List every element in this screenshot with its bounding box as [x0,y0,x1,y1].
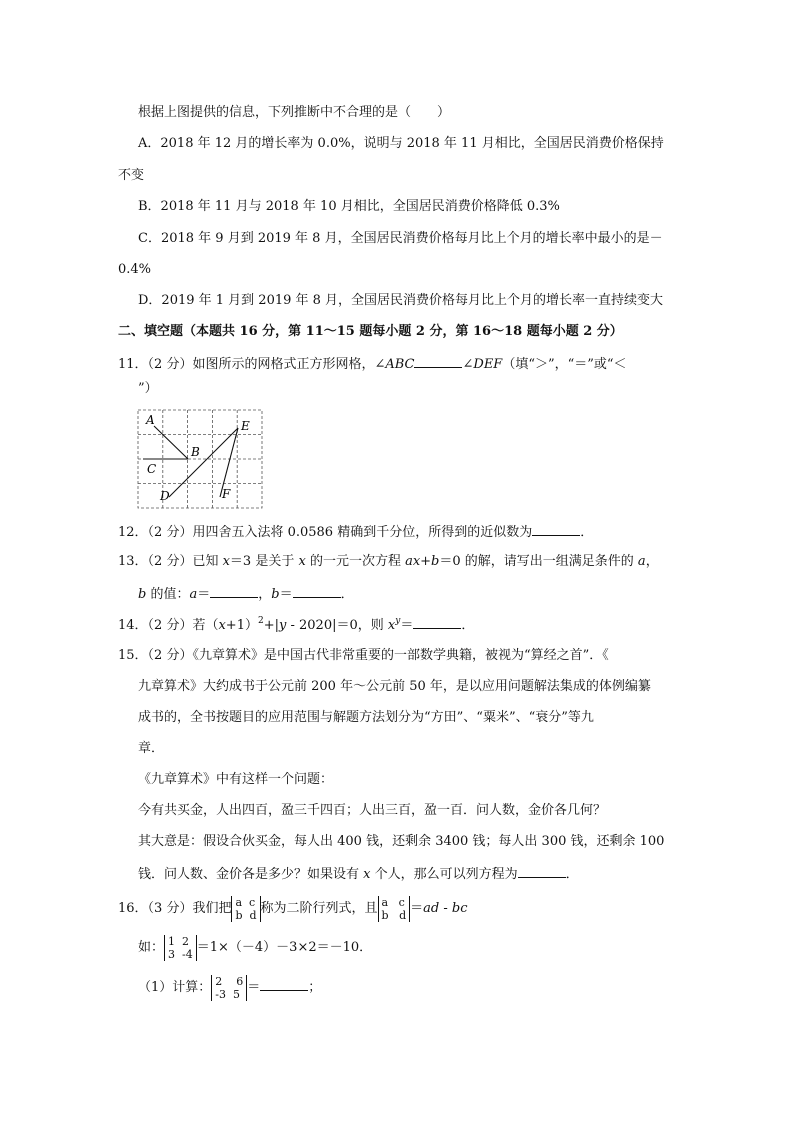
label-b: B [191,445,200,459]
section-heading: 二、填空题（本题共 16 分，第 11～15 题每小题 2 分，第 16～18 题每小题 2 分） [118,324,623,339]
q15-line2: 九章算术》大约成书于公元前 200 年～公元前 50 年，是以应用问题解法集成的体例编纂 [138,679,651,694]
q12-line: 12．（2 分）用四舍五入法将 0.0586 精确到千分位，所得到的近似数为 ． [118,525,594,540]
q16-blank[interactable] [260,978,308,991]
q15-line6: 今有共买金，人出四百，盈三千四百；人出三百，盈一百．问人数，金价各几何？ [138,803,607,818]
q11-grid-figure [136,408,264,510]
q15-blank[interactable] [518,865,566,878]
q12-blank[interactable] [532,523,580,536]
label-d: D [160,489,170,503]
option-d: D．2019 年 1 月到 2019 年 8 月，全国居民消费价格每月比上个月的增长率一直持续变大 [138,293,664,308]
q13-line2: b 的值：a＝ ，b＝ ． [138,587,354,602]
label-f: F [222,487,231,501]
option-a-line2: 不变 [118,168,145,183]
q15-line8: 钱．问人数、金价各是多少？如果设有 x 个人，那么可以列方程为 ． [138,867,579,882]
q14-blank[interactable] [413,616,461,629]
question-intro: 根据上图提供的信息，下列推断中不合理的是（ ） [138,105,451,120]
q11-line2: ”） [138,381,158,396]
q14-line: 14．（2 分）若$(x+1)^2+|y - 2020|=0$，则 $x^y=$ ． [118,616,475,633]
q11-blank[interactable] [414,355,462,368]
option-c-line2: 0.4% [118,262,152,277]
q15-line3: 成书的，全书按题目的应用范围与解题方法划分为“方田”、“粟米”、“衰分”等九 [138,710,594,725]
determinant-example: 1 2 3 -4 [164,935,197,961]
q16-line1: 16．（3 分）我们把 a c b d 称为二阶行列式，且 a c b d ＝ad - bc [118,895,468,922]
determinant-part1: 2 6 -3 5 [211,975,247,1001]
q16-part1: （1）计算： 2 6 -3 5 ＝ ； [138,974,322,1001]
q15-line1: 15．（2 分）《九章算术》是中国古代非常重要的一部数学典籍，被视为“算经之首”．《 [118,648,609,663]
label-e: E [241,419,250,433]
option-b: B．2018 年 11 月与 2018 年 10 月相比，全国居民消费价格降低 0.3% [138,199,560,214]
q13-blank-b[interactable] [293,585,341,598]
q16-example: 如： 1 2 3 -4 ＝1×（－4）－3×2＝－10． [138,934,373,961]
option-c-line1: C．2018 年 9 月到 2019 年 8 月，全国居民消费价格每月比上个月的增长率中最小的是－ [138,231,663,246]
q13-blank-a[interactable] [210,585,258,598]
q13-line1: 13．（2 分）已知 x＝3 是关于 x 的一元一次方程 ax+b＝0 的解，请写出一组满足条件的 a， [118,554,659,569]
q15-line7: 其大意是：假设合伙买金，每人出 400 钱，还剩余 3400 钱；每人出 300 钱，还剩余 100 [138,834,665,849]
label-c: C [147,462,157,476]
q15-line5: 《九章算术》中有这样一个问题： [138,772,334,787]
label-a: A [146,413,155,427]
determinant-def: a c b d [231,896,260,922]
q15-line4: 章． [138,741,165,756]
option-a-line1: A．2018 年 12 月的增长率为 0.0%，说明与 2018 年 11 月相比，全国居民消费价格保持 [138,136,664,151]
q11-line1: 11．（2 分）如图所示的网格式正方形网格，∠ABC ∠DEF（填“＞”，“＝”或“＜ [118,357,627,372]
segment-ab [154,426,188,459]
determinant-def-2: a c b d [378,896,411,922]
